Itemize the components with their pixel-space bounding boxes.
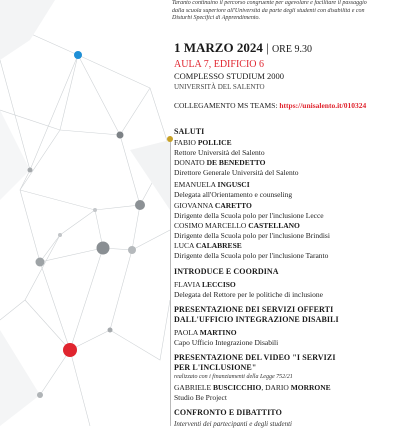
intro-line: Taranto continuino il percorso congruente per agevolare e facilitare il passaggio: [172, 0, 367, 6]
section-title-video-2: PER L'INCLUSIONE": [174, 363, 257, 372]
speaker-last: MORRONE: [290, 383, 331, 392]
program-content: [172, 0, 398, 426]
node-dot: [37, 392, 43, 398]
network-graphic: [0, 0, 170, 426]
node-dot: [108, 328, 113, 333]
speaker-role: Dirigente della Scuola polo per l'inclusione Lecce: [174, 211, 324, 220]
section-title-introduce: INTRODUCE E COORDINA: [174, 267, 279, 276]
speaker-last: CARETTO: [214, 201, 252, 210]
speaker-last: LECCISO: [202, 280, 236, 289]
event-room: AULA 7, EDIFICIO 6: [174, 59, 264, 70]
speaker-name: [174, 138, 232, 147]
event-time: ORE 9.30: [271, 44, 312, 55]
node-dot: [135, 200, 145, 210]
node-dot: [97, 242, 110, 255]
speaker-first: FABIO: [174, 138, 198, 147]
speaker-first: DONATO: [174, 158, 207, 167]
speaker-name: [174, 383, 331, 392]
speaker-role: Dirigente della Scuola polo per l'inclusione Brindisi: [174, 231, 330, 240]
speaker-name: [174, 280, 236, 289]
node-dot: [58, 233, 62, 237]
event-date: 1 MARZO 2024: [174, 40, 263, 55]
timeline-line: [170, 136, 171, 426]
speaker-first: GABRIELE: [174, 383, 213, 392]
speaker-first: LUCA: [174, 241, 196, 250]
speaker-first: EMANUELA: [174, 180, 218, 189]
node-dot: [28, 168, 33, 173]
teams-label: COLLEGAMENTO MS TEAMS:: [174, 101, 280, 110]
speaker-name: [174, 180, 250, 189]
speaker-name: [174, 221, 300, 230]
speaker-last: CALABRESE: [195, 241, 242, 250]
confronto-subtitle: Interventi dei partecipanti e degli studenti: [174, 420, 292, 428]
node-dot: [117, 132, 124, 139]
speaker-first: FLAVIA: [174, 280, 202, 289]
speaker-role: Rettore Università del Salento: [174, 148, 265, 157]
node-dot: [63, 343, 77, 357]
speaker-role: Delegata all'Orientamento e counseling: [174, 190, 293, 199]
speaker-role: Studio Be Project: [174, 393, 227, 402]
event-university: UNIVERSITÀ DEL SALENTO: [174, 83, 265, 91]
speaker-separator: , DARIO: [261, 383, 291, 392]
event-date-line: [174, 40, 312, 56]
speaker-first: GIOVANNA: [174, 201, 215, 210]
funding-note: realizzato con i finanziamenti della Legge 752/21: [174, 374, 293, 380]
speaker-first: COSIMO MARCELLO: [174, 221, 249, 230]
speaker-role: Delegata del Rettore per le politiche di inclusione: [174, 290, 323, 299]
node-dot: [74, 51, 82, 59]
speaker-name: [174, 241, 242, 250]
speaker-last: DE BENEDETTO: [206, 158, 266, 167]
speaker-last: INGUSCI: [217, 180, 250, 189]
section-title-video: PRESENTAZIONE DEL VIDEO "I SERVIZI: [174, 353, 336, 362]
speaker-name: [174, 201, 252, 210]
intro-line: Disturbi Specifici di Apprendimento.: [172, 15, 260, 21]
section-title-saluti: SALUTI: [174, 127, 205, 136]
speaker-last: BUSCICCHIO: [212, 383, 262, 392]
node-dot: [36, 258, 45, 267]
intro-line: dalla scuola superiore all'Università da parte degli studenti con disabilità e con: [172, 7, 365, 14]
node-dot: [93, 208, 97, 212]
speaker-last: MARTINO: [199, 328, 237, 337]
node-dot: [128, 246, 136, 254]
date-separator: |: [262, 40, 272, 55]
intro-text: [172, 0, 398, 23]
speaker-role: Capo Ufficio Integrazione Disabili: [174, 338, 279, 347]
speaker-role: Dirigente della Scuola polo per l'inclusione Taranto: [174, 251, 329, 260]
section-title-servizi-2: DALL'UFFICIO INTEGRAZIONE DISABILI: [174, 315, 339, 324]
speaker-name: [174, 328, 237, 337]
speaker-last: POLLICE: [197, 138, 232, 147]
speaker-name: [174, 158, 265, 167]
speaker-last: CASTELLANO: [248, 221, 300, 230]
section-title-servizi: PRESENTAZIONE DEI SERVIZI OFFERTI: [174, 305, 334, 314]
speaker-role: Direttore Generale Università del Salento: [174, 168, 299, 177]
event-venue: COMPLESSO STUDIUM 2000: [174, 71, 285, 81]
speaker-first: PAOLA: [174, 328, 200, 337]
teams-link-line: [174, 101, 366, 110]
section-title-confronto: CONFRONTO E DIBATTITO: [174, 408, 282, 417]
timeline-dot: [167, 136, 173, 142]
teams-link[interactable]: https://unisalento.it/010324: [279, 101, 367, 110]
